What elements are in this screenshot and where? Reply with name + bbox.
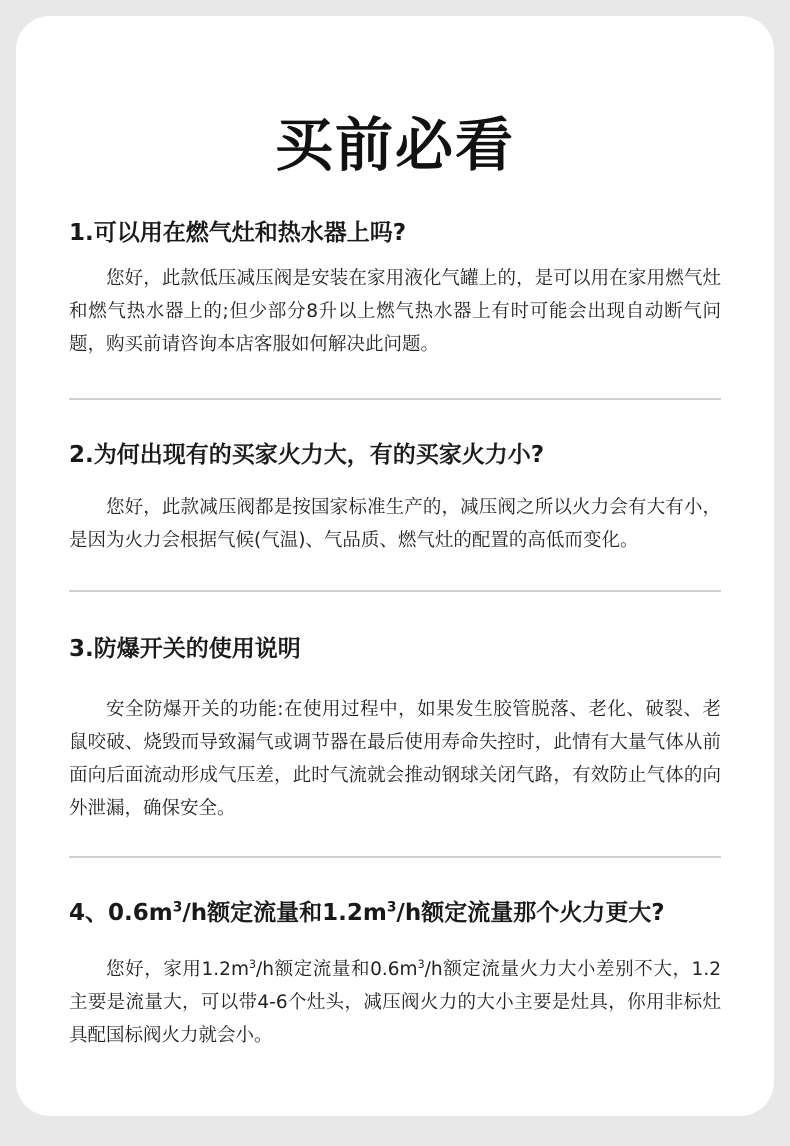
section-divider [69,398,721,400]
faq-item-3 [69,634,721,825]
faq-item-4 [69,898,721,1052]
superscript-exponent: 3 [248,957,257,971]
section-divider [69,856,721,858]
faq-item-1 [69,218,721,361]
faq-answer-3: 安全防爆开关的功能:在使用过程中，如果发生胶管脱落、老化、破裂、老鼠咬破、烧毁而导致漏气或调节器在最后使用寿命失控时，此情有大量气体从前面向后面流动形成气压差，此时气流就会推动钢球关闭气路，有效防止气体的向外泄漏，确保安全。 [69,699,721,819]
faq-question-3: 3.防爆开关的使用说明 [69,636,301,662]
section-divider [69,590,721,592]
faq-question-1: 1.可以用在燃气灶和热水器上吗? [69,220,407,246]
superscript-exponent: 3 [417,957,425,971]
superscript-exponent: 3 [386,899,397,916]
question-text: 4、0.6m [69,900,173,926]
faq-answer-2: 您好，此款减压阀都是按国家标准生产的，减压阀之所以火力会有大有小，是因为火力会根据气候(气温)、气品质、燃气灶的配置的高低而变化。 [69,497,721,551]
faq-answer-4 [69,953,721,1052]
answer-text: /h额定流量火力大小差别不大，1.2主要是流量大，可以带4-6个灶头，减压阀火力的大小主要是灶具，你用非标灶具配国标阀火力就会小。 [69,959,721,1046]
question-text: /h额定流量和1.2m [182,900,387,926]
faq-question-4 [69,898,721,928]
page-title: 买前必看 [274,111,515,179]
faq-card [16,16,774,1116]
faq-question-2: 2.为何出现有的买家火力大，有的买家火力小? [69,442,545,468]
faq-item-2 [69,440,721,557]
question-text: /h额定流量那个火力更大? [396,900,665,926]
answer-text: /h额定流量和0.6m [256,959,418,980]
faq-answer-1: 您好，此款低压减压阀是安装在家用液化气罐上的，是可以用在家用燃气灶和燃气热水器上的;但少部分8升以上燃气热水器上有时可能会出现自动断气问题，购买前请咨询本店客服如何解决此问题。 [69,268,721,355]
answer-text: 您好，家用1.2m [106,959,249,980]
superscript-exponent: 3 [172,899,183,916]
